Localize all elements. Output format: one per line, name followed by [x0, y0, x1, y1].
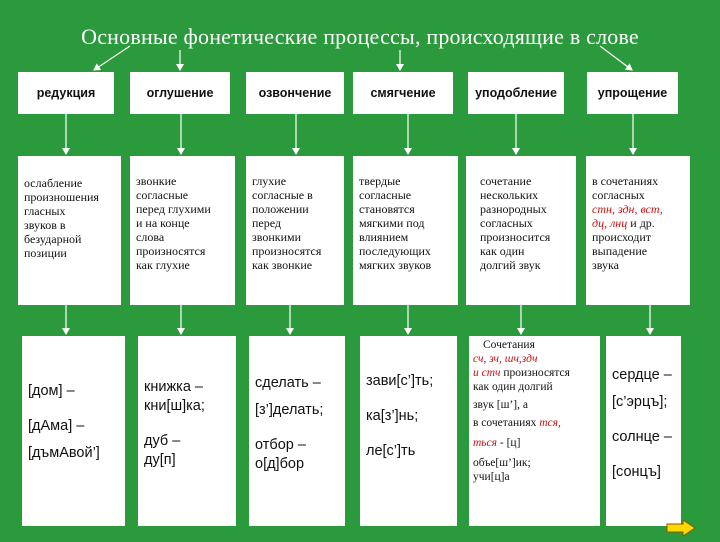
- desc-reduction: ослабление произношения гласных звуков в безударной позиции: [18, 156, 121, 305]
- desc-voicing: глухие согласные в положении перед звонкими произносятся как звонкие: [246, 156, 344, 305]
- header-voicing: озвончение: [246, 72, 344, 114]
- page-title: Основные фонетические процессы, происходящие в слове: [81, 24, 639, 49]
- next-slide-button[interactable]: [666, 519, 696, 537]
- arrow-right-icon: [666, 519, 696, 537]
- title-arrow-reduction: [94, 46, 130, 70]
- example-devoicing: книжка – кни[ш]ка; дуб – ду[п]: [138, 336, 236, 526]
- example-simplification: сердце – [с’эрцъ]; солнце – [сонцъ]: [606, 336, 681, 526]
- header-simplification: упрощение: [587, 72, 678, 114]
- example-reduction: [дом] – [дАма] – [дъмАвой’]: [22, 336, 125, 526]
- desc-assimilation: сочетание нескольких разнородных согласных произносится как один долгий звук: [466, 156, 576, 305]
- example-voicing: сделать – [з’]делать; отбор – о[д]бор: [249, 336, 345, 526]
- desc-simplification: в сочетаниях согласных стн, здн, вст, дц, лнц и др. происходит выпадение звука: [586, 156, 690, 305]
- example-softening: зави[с’]ть; ка[з’]нь; ле[с’]ть: [360, 336, 457, 526]
- header-softening: смягчение: [353, 72, 453, 114]
- example-assimilation: Сочетания сч, зч, шч,здч и стч произносятся как один долгий звук [ш’], а в сочетаниях тся, ться - [ц] объе[ш’]ик; учи[ц]а: [469, 336, 600, 526]
- desc-softening: твердые согласные становятся мягкими под влиянием последующих мягких звуков: [353, 156, 458, 305]
- header-devoicing: оглушение: [130, 72, 230, 114]
- header-assimilation: уподобление: [468, 72, 564, 114]
- desc-devoicing: звонкие согласные перед глухими и на конце слова произносятся как глухие: [130, 156, 235, 305]
- title-arrow-simplification: [600, 46, 632, 70]
- header-reduction: редукция: [18, 72, 114, 114]
